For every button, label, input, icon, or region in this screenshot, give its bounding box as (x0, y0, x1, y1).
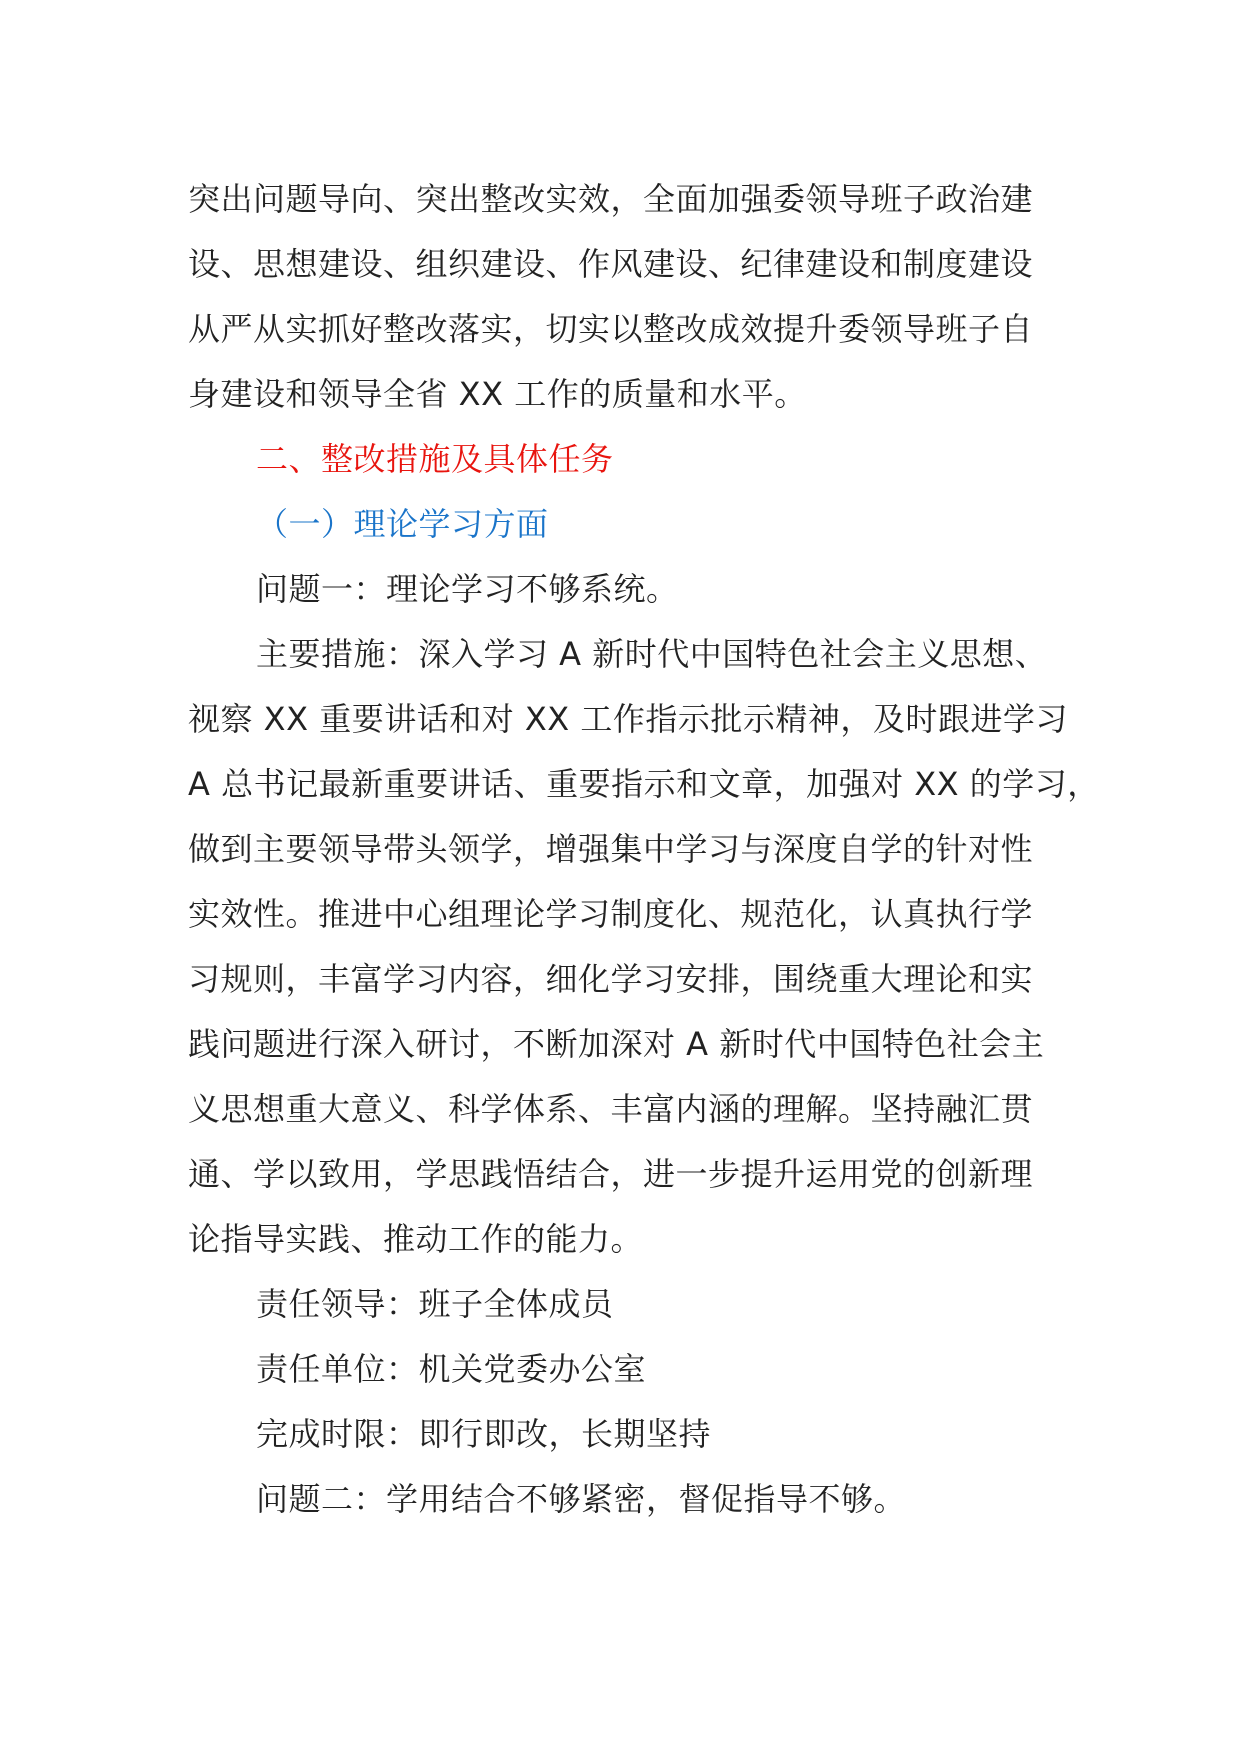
measures-line-1: 主要措施：深入学习 A 新时代中国特色社会主义思想、 (256, 635, 1048, 673)
measures-line-8: 义思想重大意义、科学体系、丰富内涵的理解。坚持融汇贯 (188, 1090, 1034, 1128)
measures-line-2: 视察 XX 重要讲话和对 XX 工作指示批示精神，及时跟进学习 (188, 700, 1068, 738)
responsible-unit: 责任单位：机关党委办公室 (256, 1350, 647, 1388)
problem-one: 问题一：理论学习不够系统。 (256, 570, 679, 608)
document-body (188, 167, 1100, 1532)
intro-line-2: 设、思想建设、组织建设、作风建设、纪律建设和制度建设 (188, 245, 1034, 283)
intro-line-1: 突出问题导向、突出整改实效，全面加强委领导班子政治建 (188, 180, 1034, 218)
responsible-leader: 责任领导：班子全体成员 (256, 1285, 614, 1323)
deadline: 完成时限：即行即改，长期坚持 (256, 1415, 712, 1453)
measures-line-3: A 总书记最新重要讲话、重要指示和文章，加强对 XX 的学习， (188, 765, 1100, 803)
measures-line-10: 论指导实践、推动工作的能力。 (188, 1220, 644, 1258)
section-heading: 二、整改措施及具体任务 (256, 440, 614, 478)
measures-line-4: 做到主要领导带头领学，增强集中学习与深度自学的针对性 (188, 830, 1034, 868)
measures-line-6: 习规则，丰富学习内容，细化学习安排，围绕重大理论和实 (188, 960, 1034, 998)
measures-line-5: 实效性。推进中心组理论学习制度化、规范化，认真执行学 (188, 895, 1034, 933)
intro-line-4: 身建设和领导全省 XX 工作的质量和水平。 (188, 375, 807, 413)
subsection-heading: （一）理论学习方面 (256, 505, 549, 543)
intro-line-3: 从严从实抓好整改落实，切实以整改成效提升委领导班子自 (188, 310, 1034, 348)
measures-line-7: 践问题进行深入研讨，不断加深对 A 新时代中国特色社会主 (188, 1025, 1045, 1063)
problem-two: 问题二：学用结合不够紧密，督促指导不够。 (256, 1480, 907, 1518)
measures-line-9: 通、学以致用，学思践悟结合，进一步提升运用党的创新理 (188, 1155, 1034, 1193)
